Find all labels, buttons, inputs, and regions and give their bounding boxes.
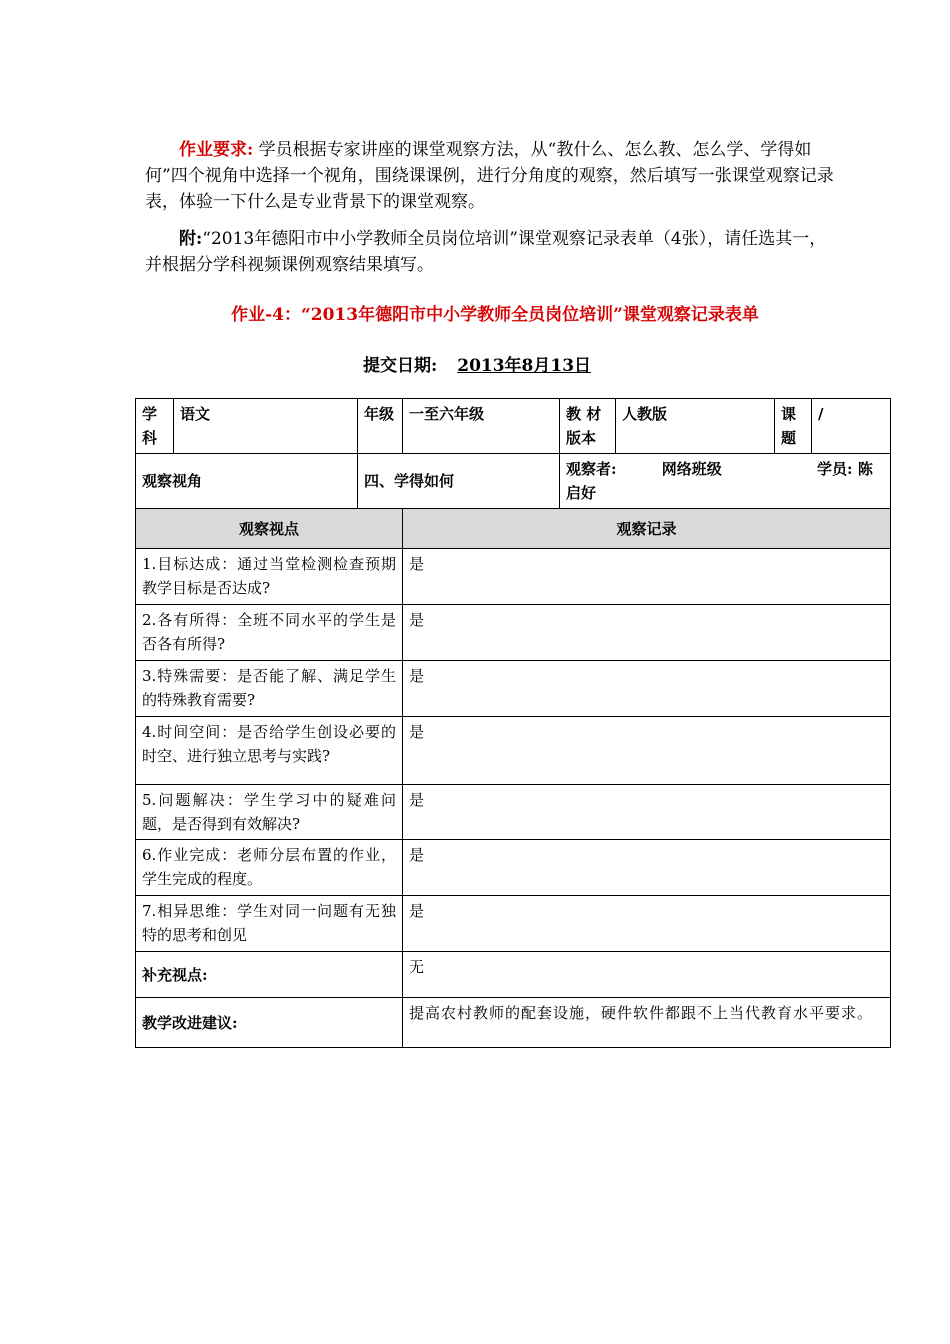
subject-value: 语文 — [174, 399, 358, 454]
student-label: 学员: — [817, 460, 853, 478]
table-row — [136, 785, 891, 840]
table-row — [136, 896, 891, 952]
textbook-label: 教 材版本 — [560, 399, 616, 454]
observer-cell — [560, 454, 891, 509]
point-cell: 1.目标达成：通过当堂检测检查预期教学目标是否达成? — [136, 549, 403, 605]
table-row — [136, 840, 891, 896]
col-point-header: 观察视点 — [136, 509, 403, 549]
supplement-label: 补充视点: — [136, 952, 403, 998]
point-cell: 7.相异思维：学生对同一问题有无独特的思考和创见 — [136, 896, 403, 952]
requirement-paragraph — [145, 137, 835, 215]
suggestion-row — [136, 998, 891, 1048]
record-cell: 是 — [403, 661, 891, 717]
submit-date-value: 2013年8月13日 — [457, 356, 592, 376]
point-cell: 2.各有所得：全班不同水平的学生是否各有所得? — [136, 605, 403, 661]
point-cell: 5.问题解决：学生学习中的疑难问题，是否得到有效解决? — [136, 785, 403, 840]
record-cell: 是 — [403, 840, 891, 896]
submit-date-label: 提交日期: — [362, 356, 438, 376]
observer-label: 观察者: — [566, 460, 617, 478]
form-title — [0, 300, 950, 325]
student-value: 陈启好 — [566, 460, 873, 502]
requirement-text: 学员根据专家讲座的课堂观察方法，从“教什么、怎么教、怎么学、学得如何”四个视角中选择一个视角，围绕课课例，进行分角度的观察，然后填写一张课堂观察记录表，体验一下什么是专业背景下的课堂观察。 — [145, 140, 834, 212]
topic-value: / — [812, 399, 891, 454]
suggestion-value: 提高农村教师的配套设施，硬件软件都跟不上当代教育水平要求。 — [403, 998, 891, 1048]
table-row — [136, 661, 891, 717]
appendix-paragraph — [145, 226, 835, 278]
grade-label: 年级 — [358, 399, 403, 454]
record-cell: 是 — [403, 605, 891, 661]
point-cell: 6.作业完成：老师分层布置的作业，学生完成的程度。 — [136, 840, 403, 896]
requirement-label: 作业要求: — [179, 140, 254, 160]
observation-table — [135, 398, 891, 1048]
subject-label: 学科 — [136, 399, 174, 454]
observer-value: 网络班级 — [661, 460, 722, 478]
record-cell: 是 — [403, 717, 891, 785]
suggestion-label: 教学改进建议: — [136, 998, 403, 1048]
angle-row — [136, 454, 891, 509]
submit-date — [0, 351, 950, 376]
topic-label: 课题 — [775, 399, 812, 454]
appendix-text: “2013年德阳市中小学教师全员岗位培训”课堂观察记录表单（4张），请任选其一，并根据分学科视频课例观察结果填写。 — [145, 229, 827, 275]
table-row — [136, 605, 891, 661]
record-cell: 是 — [403, 549, 891, 605]
table-header-row — [136, 509, 891, 549]
form-title-text: 作业-4：“2013年德阳市中小学教师全员岗位培训”课堂观察记录表单 — [231, 305, 759, 325]
point-cell: 3.特殊需要：是否能了解、满足学生的特殊教育需要? — [136, 661, 403, 717]
supplement-value: 无 — [403, 952, 891, 998]
appendix-label: 附: — [179, 229, 203, 249]
grade-value: 一至六年级 — [403, 399, 560, 454]
record-cell: 是 — [403, 896, 891, 952]
info-row — [136, 399, 891, 454]
record-cell: 是 — [403, 785, 891, 840]
supplement-row — [136, 952, 891, 998]
col-record-header: 观察记录 — [403, 509, 891, 549]
angle-label: 观察视角 — [136, 454, 358, 509]
point-cell: 4.时间空间：是否给学生创设必要的时空、进行独立思考与实践? — [136, 717, 403, 785]
textbook-value: 人教版 — [616, 399, 775, 454]
table-row — [136, 717, 891, 785]
angle-value: 四、学得如何 — [358, 454, 560, 509]
table-row — [136, 549, 891, 605]
